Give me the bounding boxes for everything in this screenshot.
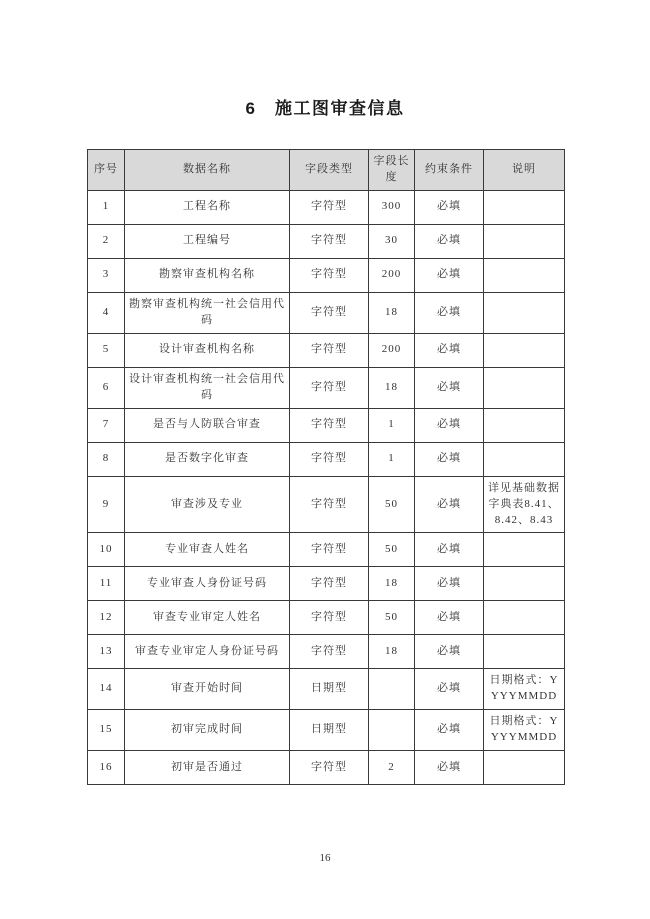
table-row: [88, 408, 565, 442]
cell-row-number: 10: [88, 533, 125, 567]
cell-field-type: 字符型: [290, 567, 369, 601]
cell-constraint: 必填: [415, 258, 484, 292]
cell-field-length: 50: [369, 601, 415, 635]
cell-data-name: 勘察审查机构名称: [125, 258, 290, 292]
cell-note: [484, 292, 565, 333]
cell-field-type: 字符型: [290, 635, 369, 669]
column-header-no: 序号: [88, 150, 125, 191]
table-row: [88, 258, 565, 292]
cell-data-name: 审查涉及专业: [125, 476, 290, 533]
cell-note: 日期格式：YYYYMMDD: [484, 710, 565, 751]
cell-data-name: 是否数字化审查: [125, 442, 290, 476]
cell-data-name: 专业审查人姓名: [125, 533, 290, 567]
cell-row-number: 5: [88, 333, 125, 367]
cell-field-length: 1: [369, 442, 415, 476]
cell-data-name: 设计审查机构统一社会信用代码: [125, 367, 290, 408]
cell-field-type: 字符型: [290, 333, 369, 367]
cell-data-name: 专业审查人身份证号码: [125, 567, 290, 601]
table-row: [88, 442, 565, 476]
cell-note: [484, 258, 565, 292]
cell-constraint: 必填: [415, 367, 484, 408]
cell-row-number: 16: [88, 751, 125, 785]
cell-field-length: 200: [369, 258, 415, 292]
column-header-name: 数据名称: [125, 150, 290, 191]
cell-constraint: 必填: [415, 710, 484, 751]
table-row: [88, 669, 565, 710]
cell-row-number: 4: [88, 292, 125, 333]
cell-note: [484, 190, 565, 224]
table-row: [88, 601, 565, 635]
cell-note: [484, 567, 565, 601]
cell-field-length: 18: [369, 367, 415, 408]
cell-field-type: 字符型: [290, 258, 369, 292]
cell-constraint: 必填: [415, 601, 484, 635]
cell-field-type: 字符型: [290, 533, 369, 567]
cell-row-number: 1: [88, 190, 125, 224]
cell-field-type: 字符型: [290, 292, 369, 333]
cell-row-number: 11: [88, 567, 125, 601]
column-header-type: 字段类型: [290, 150, 369, 191]
cell-note: [484, 601, 565, 635]
cell-field-type: 字符型: [290, 224, 369, 258]
cell-constraint: 必填: [415, 635, 484, 669]
cell-note: [484, 635, 565, 669]
cell-data-name: 设计审查机构名称: [125, 333, 290, 367]
table-body: [88, 190, 565, 784]
cell-field-length: [369, 669, 415, 710]
cell-note: 日期格式：YYYYMMDD: [484, 669, 565, 710]
cell-field-type: 字符型: [290, 442, 369, 476]
cell-row-number: 15: [88, 710, 125, 751]
table-row: [88, 751, 565, 785]
cell-note: 详见基础数据字典表8.41、8.42、8.43: [484, 476, 565, 533]
cell-row-number: 8: [88, 442, 125, 476]
table-row: [88, 367, 565, 408]
cell-row-number: 12: [88, 601, 125, 635]
cell-field-length: 18: [369, 635, 415, 669]
cell-note: [484, 408, 565, 442]
table-row: [88, 292, 565, 333]
cell-data-name: 初审完成时间: [125, 710, 290, 751]
cell-note: [484, 224, 565, 258]
cell-field-length: 18: [369, 567, 415, 601]
cell-field-type: 日期型: [290, 710, 369, 751]
table-row: [88, 476, 565, 533]
cell-constraint: 必填: [415, 442, 484, 476]
cell-constraint: 必填: [415, 751, 484, 785]
cell-row-number: 3: [88, 258, 125, 292]
cell-data-name: 工程名称: [125, 190, 290, 224]
cell-data-name: 勘察审查机构统一社会信用代码: [125, 292, 290, 333]
cell-constraint: 必填: [415, 567, 484, 601]
cell-constraint: 必填: [415, 190, 484, 224]
cell-data-name: 初审是否通过: [125, 751, 290, 785]
cell-field-type: 字符型: [290, 367, 369, 408]
cell-field-length: 1: [369, 408, 415, 442]
cell-field-type: 字符型: [290, 601, 369, 635]
cell-field-length: 300: [369, 190, 415, 224]
cell-field-length: 50: [369, 476, 415, 533]
cell-data-name: 审查开始时间: [125, 669, 290, 710]
cell-field-length: 2: [369, 751, 415, 785]
cell-data-name: 是否与人防联合审查: [125, 408, 290, 442]
cell-constraint: 必填: [415, 292, 484, 333]
fields-table: [87, 149, 565, 785]
cell-note: [484, 367, 565, 408]
column-header-constraint: 约束条件: [415, 150, 484, 191]
cell-data-name: 审查专业审定人身份证号码: [125, 635, 290, 669]
table-header-row: [88, 150, 565, 191]
cell-row-number: 2: [88, 224, 125, 258]
table-row: [88, 533, 565, 567]
cell-note: [484, 333, 565, 367]
cell-row-number: 14: [88, 669, 125, 710]
cell-field-length: [369, 710, 415, 751]
cell-field-type: 字符型: [290, 190, 369, 224]
cell-note: [484, 751, 565, 785]
cell-field-length: 30: [369, 224, 415, 258]
cell-field-type: 字符型: [290, 476, 369, 533]
cell-row-number: 7: [88, 408, 125, 442]
cell-field-type: 日期型: [290, 669, 369, 710]
cell-data-name: 审查专业审定人姓名: [125, 601, 290, 635]
page-title: 6 施工图审查信息: [245, 99, 405, 118]
cell-field-type: 字符型: [290, 751, 369, 785]
page-number: 16: [319, 852, 331, 864]
cell-constraint: 必填: [415, 408, 484, 442]
table-row: [88, 190, 565, 224]
table-row: [88, 333, 565, 367]
cell-note: [484, 442, 565, 476]
cell-row-number: 9: [88, 476, 125, 533]
cell-field-type: 字符型: [290, 408, 369, 442]
table-row: [88, 635, 565, 669]
cell-constraint: 必填: [415, 333, 484, 367]
column-header-length: 字段长度: [369, 150, 415, 191]
cell-constraint: 必填: [415, 476, 484, 533]
cell-constraint: 必填: [415, 669, 484, 710]
cell-field-length: 50: [369, 533, 415, 567]
cell-field-length: 200: [369, 333, 415, 367]
cell-constraint: 必填: [415, 533, 484, 567]
table-row: [88, 567, 565, 601]
cell-constraint: 必填: [415, 224, 484, 258]
cell-note: [484, 533, 565, 567]
table-row: [88, 224, 565, 258]
cell-row-number: 6: [88, 367, 125, 408]
column-header-note: 说明: [484, 150, 565, 191]
table-row: [88, 710, 565, 751]
cell-row-number: 13: [88, 635, 125, 669]
cell-field-length: 18: [369, 292, 415, 333]
cell-data-name: 工程编号: [125, 224, 290, 258]
